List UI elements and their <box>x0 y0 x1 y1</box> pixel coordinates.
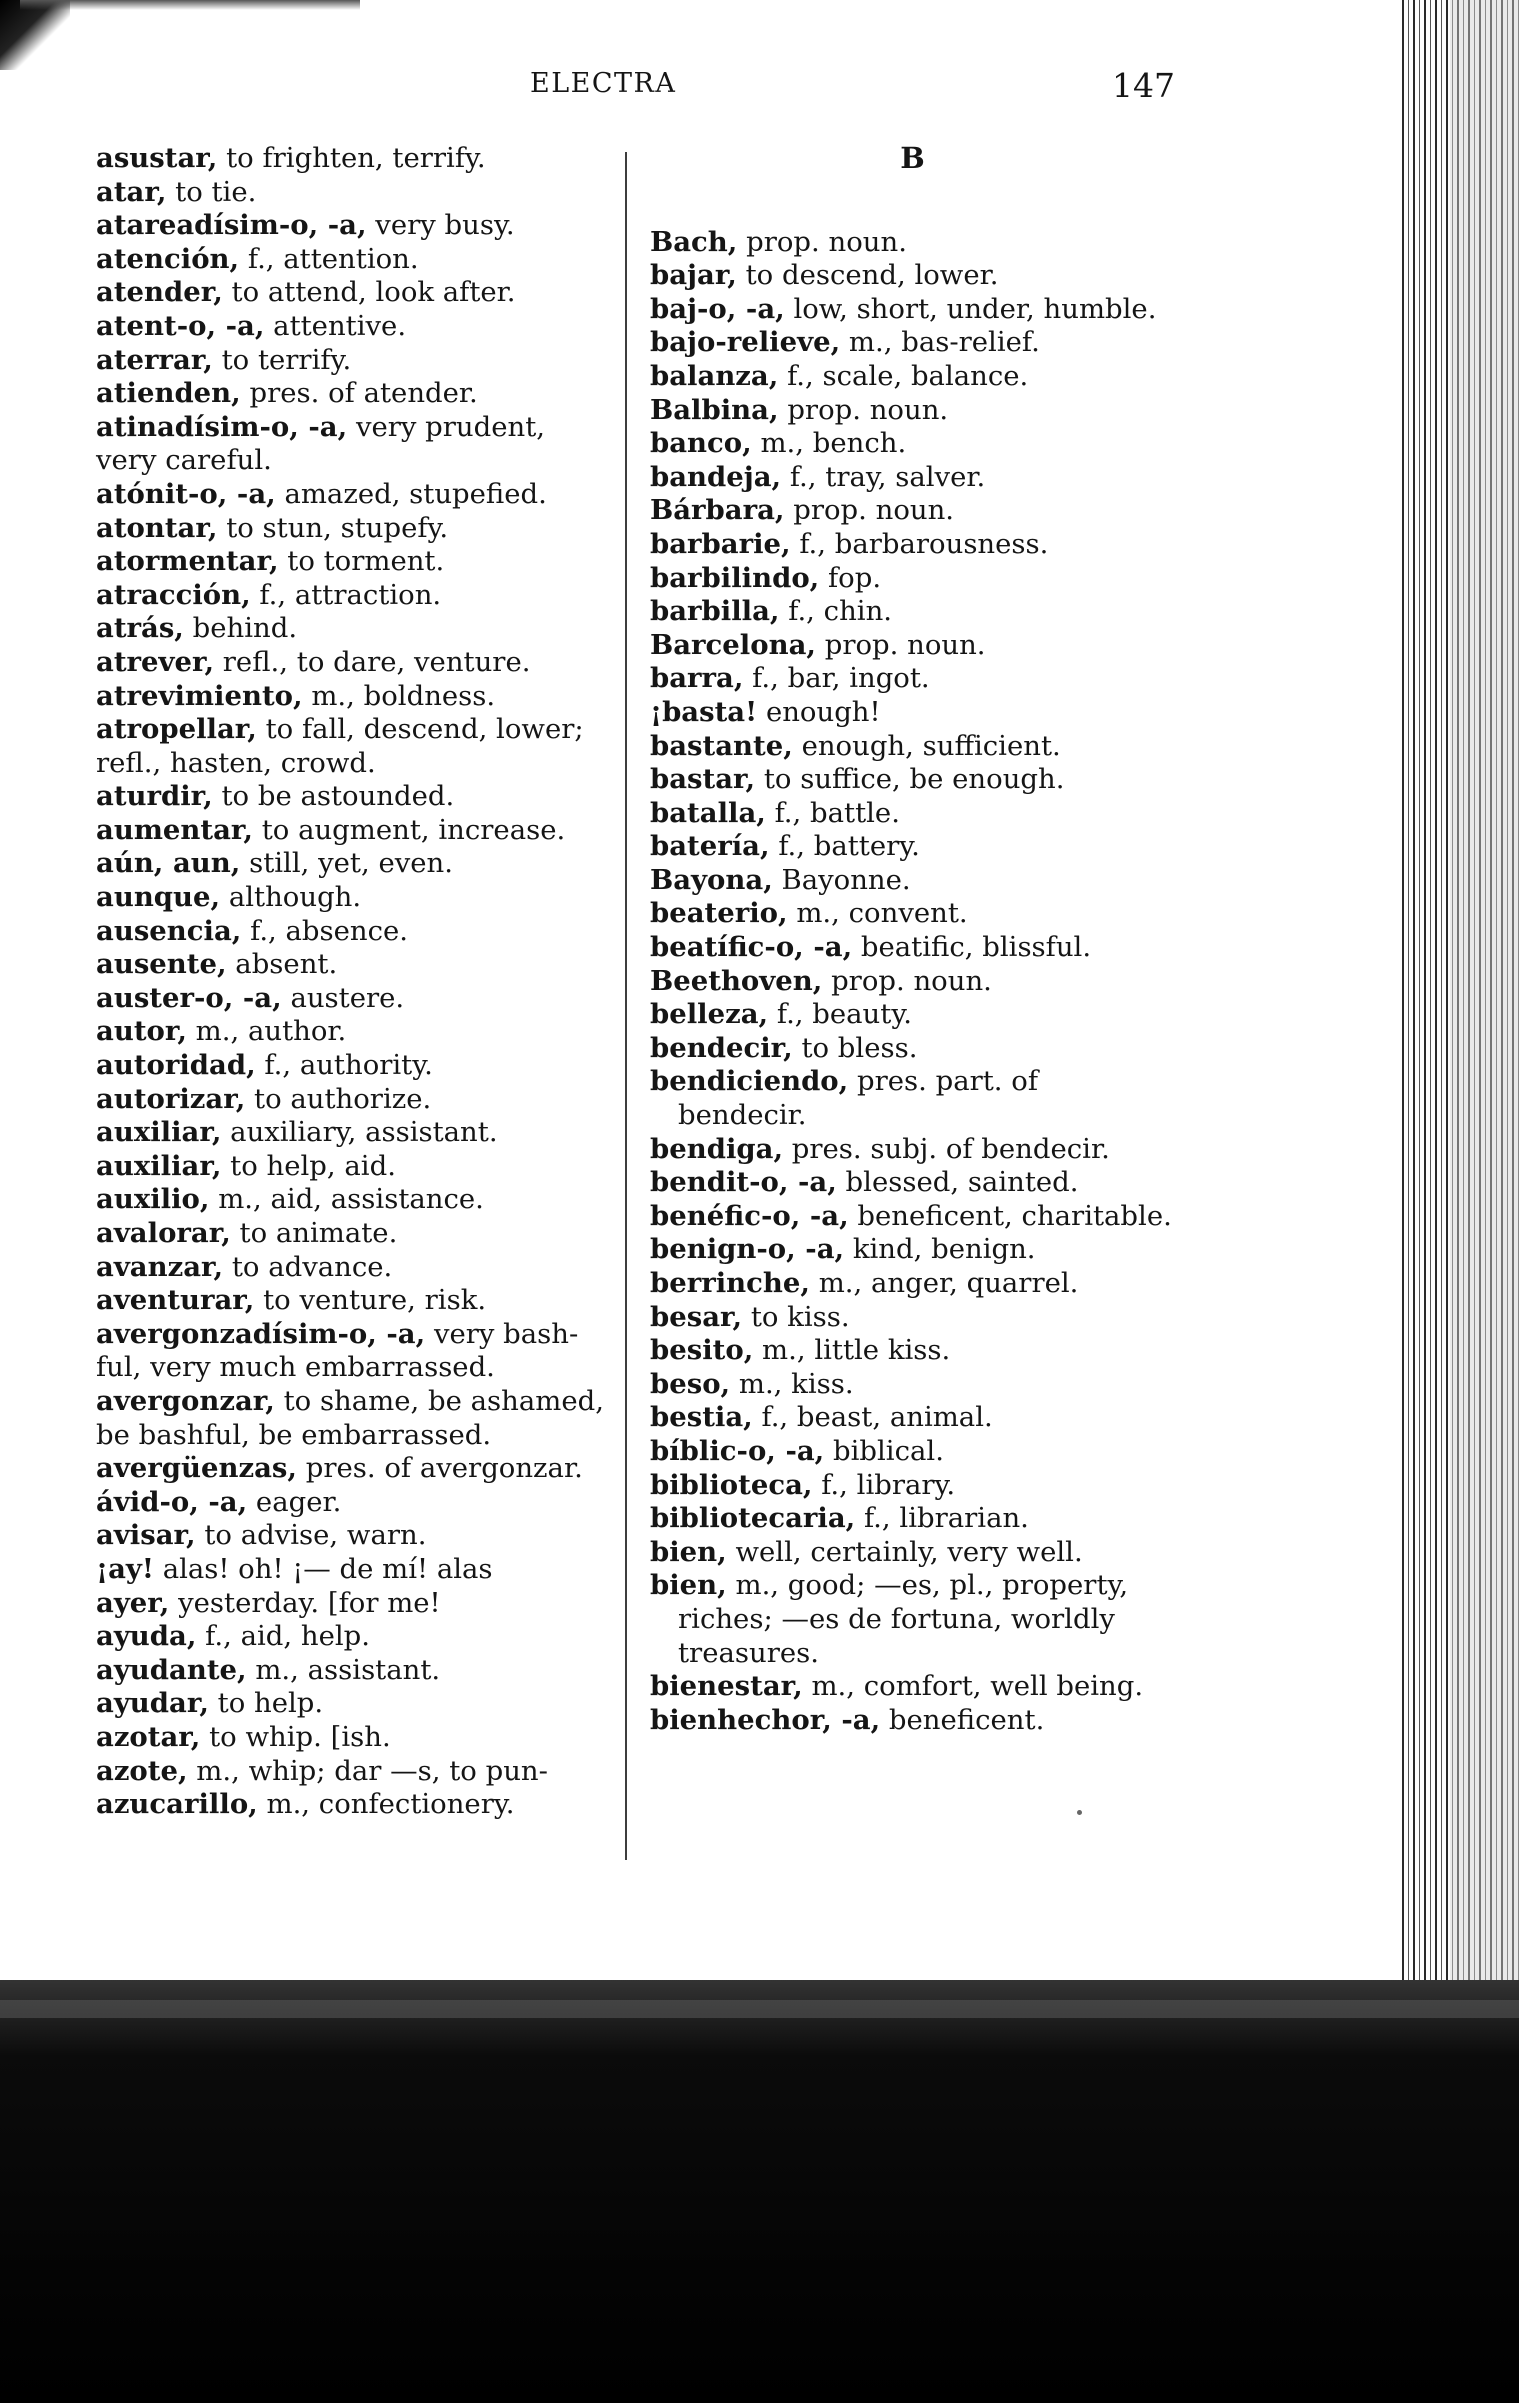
dictionary-entry <box>96 847 606 881</box>
headword: atinadísim-o, -a, <box>96 410 348 443</box>
dictionary-entry <box>96 646 606 680</box>
definition: pres. of atender. <box>240 377 478 410</box>
headword: Bayona, <box>650 863 773 896</box>
dictionary-entry <box>96 1687 606 1721</box>
definition: ful, very much embarrassed. <box>96 1351 495 1384</box>
definition: m., confectionery. <box>257 1788 515 1821</box>
dictionary-entry <box>96 142 606 176</box>
headword: baj-o, -a, <box>650 292 785 325</box>
definition: enough, sufficient. <box>792 729 1061 762</box>
headword: barbarie, <box>650 527 791 560</box>
headword: atracción, <box>96 578 251 611</box>
definition: f., beast, animal. <box>752 1401 993 1434</box>
dictionary-entry <box>650 562 1175 596</box>
dictionary-entry <box>650 1368 1175 1402</box>
definition: to advise, warn. <box>195 1519 427 1552</box>
definition: f., tray, salver. <box>781 460 986 493</box>
headword: asustar, <box>96 142 218 174</box>
headword: atónit-o, -a, <box>96 477 276 510</box>
dictionary-entry <box>96 176 606 210</box>
definition: yesterday. [for me! <box>169 1586 441 1619</box>
definition: to fall, descend, lower; <box>256 713 584 746</box>
headword: besito, <box>650 1334 754 1367</box>
dictionary-entry <box>96 747 606 781</box>
dictionary-entry <box>650 427 1175 461</box>
dictionary-entry <box>96 1654 606 1688</box>
headword: atención, <box>96 242 240 275</box>
definition: to help. <box>208 1687 324 1720</box>
definition: to frighten, terrify. <box>217 142 486 174</box>
definition: to torment. <box>278 545 445 578</box>
definition: f., battery. <box>769 830 920 863</box>
headword: bastante, <box>650 729 793 762</box>
dictionary-entry <box>96 814 606 848</box>
dictionary-entry <box>96 1452 606 1486</box>
dictionary-entry <box>650 461 1175 495</box>
definition: m., aid, assistance. <box>209 1183 484 1216</box>
headword: avisar, <box>96 1519 196 1552</box>
definition: to advance. <box>223 1250 393 1283</box>
definition: beneficent. <box>880 1703 1045 1736</box>
definition: to whip. [ish. <box>200 1720 391 1753</box>
dictionary-entry <box>650 864 1175 898</box>
definition: kind, benign. <box>844 1233 1036 1266</box>
definition: to augment, increase. <box>252 813 566 846</box>
left-column <box>96 142 606 1822</box>
headword: auster-o, -a, <box>96 981 282 1014</box>
dictionary-entry <box>96 713 606 747</box>
definition: very careful. <box>96 444 272 477</box>
dictionary-entry <box>96 612 606 646</box>
headword: bendit-o, -a, <box>650 1166 837 1199</box>
definition: prop. noun. <box>784 494 955 527</box>
definition: Bayonne. <box>772 863 911 896</box>
dictionary-entry <box>96 344 606 378</box>
dictionary-entry <box>96 1318 606 1352</box>
definition: to kiss. <box>742 1300 850 1333</box>
dictionary-entry <box>96 1217 606 1251</box>
definition: m., anger, quarrel. <box>809 1267 1079 1299</box>
definition: f., chin. <box>779 595 893 628</box>
headword: azote, <box>96 1754 188 1787</box>
headword: barbilindo, <box>650 561 820 594</box>
headword: bandeja, <box>650 460 782 493</box>
dictionary-entry <box>96 1284 606 1318</box>
dictionary-entry <box>650 629 1175 663</box>
headword: banco, <box>650 427 752 460</box>
headword: ayudante, <box>96 1653 247 1686</box>
speck <box>1077 1810 1082 1815</box>
headword: avergüenzas, <box>96 1452 297 1485</box>
definition: to animate. <box>230 1217 398 1249</box>
definition: to shame, be ashamed, <box>274 1384 604 1417</box>
headword: barra, <box>650 662 744 695</box>
dictionary-entry <box>96 243 606 277</box>
dictionary-entry <box>96 1150 606 1184</box>
dictionary-entry <box>96 1419 606 1453</box>
dictionary-entry <box>650 528 1175 562</box>
headword: bajar, <box>650 259 737 292</box>
dictionary-entry <box>96 948 606 982</box>
definition: blessed, sainted. <box>836 1166 1079 1199</box>
dictionary-entry <box>650 1301 1175 1335</box>
dictionary-entry <box>96 377 606 411</box>
definition: m., good; —es, pl., property, riches; —es de fortuna, worldly treasures. <box>678 1569 1129 1669</box>
definition: prop. noun. <box>737 225 907 258</box>
dictionary-entry <box>650 696 1175 730</box>
headword: avergonzar, <box>96 1384 275 1417</box>
scan-corner-shadow <box>0 0 70 70</box>
definition: to tie. <box>166 175 257 208</box>
running-header <box>0 68 1519 108</box>
definition: prop. noun. <box>815 628 986 661</box>
headword: besar, <box>650 1300 743 1333</box>
dictionary-entry <box>650 1233 1175 1267</box>
dictionary-entry <box>650 293 1175 327</box>
headword: beso, <box>650 1367 731 1400</box>
headword: belleza, <box>650 998 769 1031</box>
scan-top-shadow <box>20 0 360 10</box>
book-binding-shade <box>1450 0 1519 2030</box>
dictionary-entry <box>650 1267 1175 1301</box>
dictionary-entry <box>96 545 606 579</box>
definition: alas! oh! ¡— de mí! alas <box>153 1552 493 1585</box>
definition: behind. <box>183 612 298 645</box>
headword: aturdir, <box>96 780 213 813</box>
definition: f., absence. <box>241 914 409 947</box>
definition: m., bas-relief. <box>840 326 1040 359</box>
dictionary-entry <box>96 444 606 478</box>
dictionary-entry <box>650 1166 1175 1200</box>
dictionary-entry <box>96 411 606 445</box>
headword: Bach, <box>650 225 738 258</box>
dictionary-entry <box>650 662 1175 696</box>
definition: f., authority. <box>255 1049 433 1082</box>
headword: azotar, <box>96 1720 201 1753</box>
dictionary-entry <box>96 1083 606 1117</box>
definition: f., battle. <box>765 796 900 829</box>
headword: benign-o, -a, <box>650 1233 845 1266</box>
headword: Beethoven, <box>650 964 823 997</box>
headword: ausente, <box>96 948 227 981</box>
definition: to stun, stupefy. <box>217 511 449 544</box>
headword: atareadísim-o, -a, <box>96 209 367 242</box>
headword: Barcelona, <box>650 628 816 661</box>
column-divider <box>625 152 627 1860</box>
dictionary-entry <box>96 310 606 344</box>
dictionary-entry <box>650 1435 1175 1469</box>
dictionary-entry <box>96 1116 606 1150</box>
headword: beatífic-o, -a, <box>650 931 853 964</box>
definition: f., aid, help. <box>196 1620 370 1653</box>
scan-bottom-shadow <box>0 1980 1519 2403</box>
right-column <box>650 142 1175 1737</box>
headword: bien, <box>650 1535 727 1568</box>
definition: to bless. <box>792 1031 918 1064</box>
dictionary-entry <box>96 1587 606 1621</box>
headword: aventurar, <box>96 1284 255 1317</box>
dictionary-entry <box>96 1486 606 1520</box>
definition: to venture, risk. <box>254 1284 487 1317</box>
definition: to be astounded. <box>212 780 455 813</box>
definition: to suffice, be enough. <box>755 763 1065 796</box>
headword: atender, <box>96 276 223 309</box>
definition: refl., to dare, venture. <box>214 645 531 678</box>
definition: very bash- <box>425 1317 579 1350</box>
headword: avalorar, <box>96 1217 231 1249</box>
headword: ayuda, <box>96 1620 197 1653</box>
dictionary-entry <box>650 1469 1175 1503</box>
dictionary-entry <box>650 394 1175 428</box>
headword: autorizar, <box>96 1082 246 1115</box>
headword: autor, <box>96 1015 187 1048</box>
definition: m., assistant. <box>246 1653 441 1686</box>
headword: aumentar, <box>96 813 253 846</box>
dictionary-entry <box>96 579 606 613</box>
headword: bienestar, <box>650 1670 803 1703</box>
dictionary-entry <box>650 1569 1175 1670</box>
dictionary-entry <box>650 931 1175 965</box>
dictionary-entry <box>650 1032 1175 1066</box>
dictionary-entry <box>650 259 1175 293</box>
dictionary-entry <box>96 1519 606 1553</box>
dictionary-entry <box>96 512 606 546</box>
dictionary-entry <box>96 881 606 915</box>
definition: m., kiss. <box>730 1367 854 1400</box>
headword: atrever, <box>96 645 215 678</box>
dictionary-entry <box>650 1334 1175 1368</box>
dictionary-entry <box>96 1788 606 1822</box>
headword: bien, <box>650 1569 727 1602</box>
dictionary-entry <box>96 1385 606 1419</box>
headword: bastar, <box>650 763 756 796</box>
definition: fop. <box>819 561 882 594</box>
dictionary-entry <box>650 1670 1175 1704</box>
dictionary-entry <box>650 1200 1175 1234</box>
dictionary-entry <box>96 1553 606 1587</box>
dictionary-entry <box>650 998 1175 1032</box>
headword: auxiliar, <box>96 1149 222 1182</box>
definition: still, yet, even. <box>240 847 453 880</box>
definition: m., bench. <box>751 427 907 460</box>
definition: refl., hasten, crowd. <box>96 746 376 779</box>
dictionary-entry <box>96 1755 606 1789</box>
definition: although. <box>220 881 362 914</box>
headword: aterrar, <box>96 343 213 376</box>
dictionary-entry <box>96 1183 606 1217</box>
dictionary-entry <box>650 797 1175 831</box>
headword: berrinche, <box>650 1267 810 1299</box>
dictionary-entry <box>650 830 1175 864</box>
definition: f., librarian. <box>855 1502 1029 1535</box>
definition: beneficent, charitable. <box>848 1199 1172 1232</box>
section-letter: B <box>900 141 925 175</box>
dictionary-entry <box>650 1536 1175 1570</box>
dictionary-entry <box>650 897 1175 931</box>
dictionary-entry <box>650 1133 1175 1167</box>
dictionary-entry <box>96 680 606 714</box>
definition: f., beauty. <box>768 998 912 1031</box>
definition: enough! <box>757 695 881 728</box>
headword: auxiliar, <box>96 1116 222 1149</box>
headword: atienden, <box>96 377 241 410</box>
headword: biblioteca, <box>650 1468 813 1501</box>
headword: aunque, <box>96 881 221 914</box>
definition: m., author. <box>186 1015 347 1048</box>
dictionary-entry <box>96 915 606 949</box>
headword: avanzar, <box>96 1250 224 1283</box>
dictionary-entry <box>650 965 1175 999</box>
headword: bendecir, <box>650 1031 793 1064</box>
definition: absent. <box>226 948 338 981</box>
dictionary-entry <box>650 730 1175 764</box>
headword: atrás, <box>96 612 184 645</box>
definition: m., little kiss. <box>753 1334 951 1367</box>
headword: auxilio, <box>96 1183 210 1216</box>
definition: auxiliary, assistant. <box>221 1116 498 1149</box>
dictionary-entry <box>96 780 606 814</box>
headword: Bárbara, <box>650 494 785 527</box>
headword: bíblic-o, -a, <box>650 1434 825 1467</box>
headword: ayudar, <box>96 1687 209 1720</box>
definition: pres. of avergonzar. <box>297 1452 583 1485</box>
dictionary-entry <box>96 1049 606 1083</box>
dictionary-entry <box>96 276 606 310</box>
dictionary-entry <box>650 595 1175 629</box>
headword: aún, aun, <box>96 847 241 880</box>
headword: bibliotecaria, <box>650 1502 856 1535</box>
definition: f., attraction. <box>250 578 442 611</box>
headword: bendiciendo, <box>650 1065 849 1098</box>
headword: balanza, <box>650 359 779 392</box>
headword: atent-o, -a, <box>96 309 265 342</box>
dictionary-entry <box>650 494 1175 528</box>
definition: pres. subj. of bendecir. <box>783 1132 1110 1165</box>
definition: f., bar, ingot. <box>743 662 930 695</box>
headword: azucarillo, <box>96 1788 258 1821</box>
dictionary-entry <box>96 982 606 1016</box>
definition: very busy. <box>366 209 515 242</box>
headword: ¡ay! <box>96 1552 154 1585</box>
headword: atrevimiento, <box>96 679 303 712</box>
headword: batería, <box>650 830 770 863</box>
definition: m., whip; dar —s, to pun- <box>187 1754 548 1787</box>
definition: prop. noun. <box>822 964 992 997</box>
definition: be bashful, be embarrassed. <box>96 1418 492 1451</box>
definition: f., barbarousness. <box>790 527 1049 560</box>
definition: eager. <box>247 1485 342 1518</box>
dictionary-entry <box>650 763 1175 797</box>
definition: prop. noun. <box>778 393 949 426</box>
headword: ausencia, <box>96 914 242 947</box>
dictionary-entry <box>650 360 1175 394</box>
headword: beaterio, <box>650 897 788 930</box>
definition: f., attention. <box>239 242 419 275</box>
headword: bendiga, <box>650 1132 784 1165</box>
headword: bajo-relieve, <box>650 326 841 359</box>
definition: biblical. <box>824 1434 944 1467</box>
definition: f., library. <box>812 1468 956 1501</box>
headword: atropellar, <box>96 713 257 746</box>
dictionary-entry <box>96 478 606 512</box>
definition: m., boldness. <box>302 679 496 712</box>
definition: m., comfort, well being. <box>802 1670 1144 1703</box>
dictionary-entry <box>650 226 1175 260</box>
headword: ayer, <box>96 1586 170 1619</box>
dictionary-entry <box>96 1351 606 1385</box>
headword: avergonzadísim-o, -a, <box>96 1317 426 1350</box>
definition: to attend, look after. <box>222 276 516 309</box>
headword: ¡basta! <box>650 695 758 728</box>
dictionary-entry <box>96 1251 606 1285</box>
definition: low, short, under, humble. <box>784 292 1157 325</box>
dictionary-entry <box>96 209 606 243</box>
definition: amazed, stupefied. <box>275 477 547 510</box>
headword: barbilla, <box>650 595 780 628</box>
definition: f., scale, balance. <box>778 359 1029 392</box>
definition: pres. part. of bendecir. <box>678 1065 1039 1132</box>
headword: Balbina, <box>650 393 779 426</box>
headword: bienhechor, -a, <box>650 1703 881 1736</box>
headword: atormentar, <box>96 545 279 578</box>
dictionary-entry <box>96 1620 606 1654</box>
dictionary-entry <box>650 1401 1175 1435</box>
headword: ávid-o, -a, <box>96 1485 248 1518</box>
dictionary-entry <box>96 1721 606 1755</box>
definition: well, certainly, very well. <box>726 1535 1083 1568</box>
definition: m., convent. <box>787 897 968 930</box>
page-number: 147 <box>1112 66 1175 105</box>
dictionary-entry <box>650 326 1175 360</box>
headword: atar, <box>96 175 167 208</box>
dictionary-entry <box>650 1065 1175 1132</box>
definition: to terrify. <box>212 343 352 376</box>
header-title: ELECTRA <box>530 68 677 99</box>
definition: to descend, lower. <box>736 259 999 292</box>
headword: batalla, <box>650 796 766 829</box>
scan-bottom-band <box>0 2000 1519 2018</box>
definition: very prudent, <box>347 410 546 443</box>
definition: austere. <box>281 981 405 1014</box>
dictionary-entry <box>650 1502 1175 1536</box>
headword: bestia, <box>650 1401 753 1434</box>
headword: atontar, <box>96 511 218 544</box>
headword: benéfic-o, -a, <box>650 1199 849 1232</box>
dictionary-entry <box>96 1015 606 1049</box>
definition: beatific, blissful. <box>852 931 1092 964</box>
dictionary-entry <box>650 1704 1175 1738</box>
headword: autoridad, <box>96 1049 256 1082</box>
definition: to help, aid. <box>221 1149 396 1182</box>
definition: to authorize. <box>245 1082 432 1115</box>
definition: attentive. <box>264 309 407 342</box>
